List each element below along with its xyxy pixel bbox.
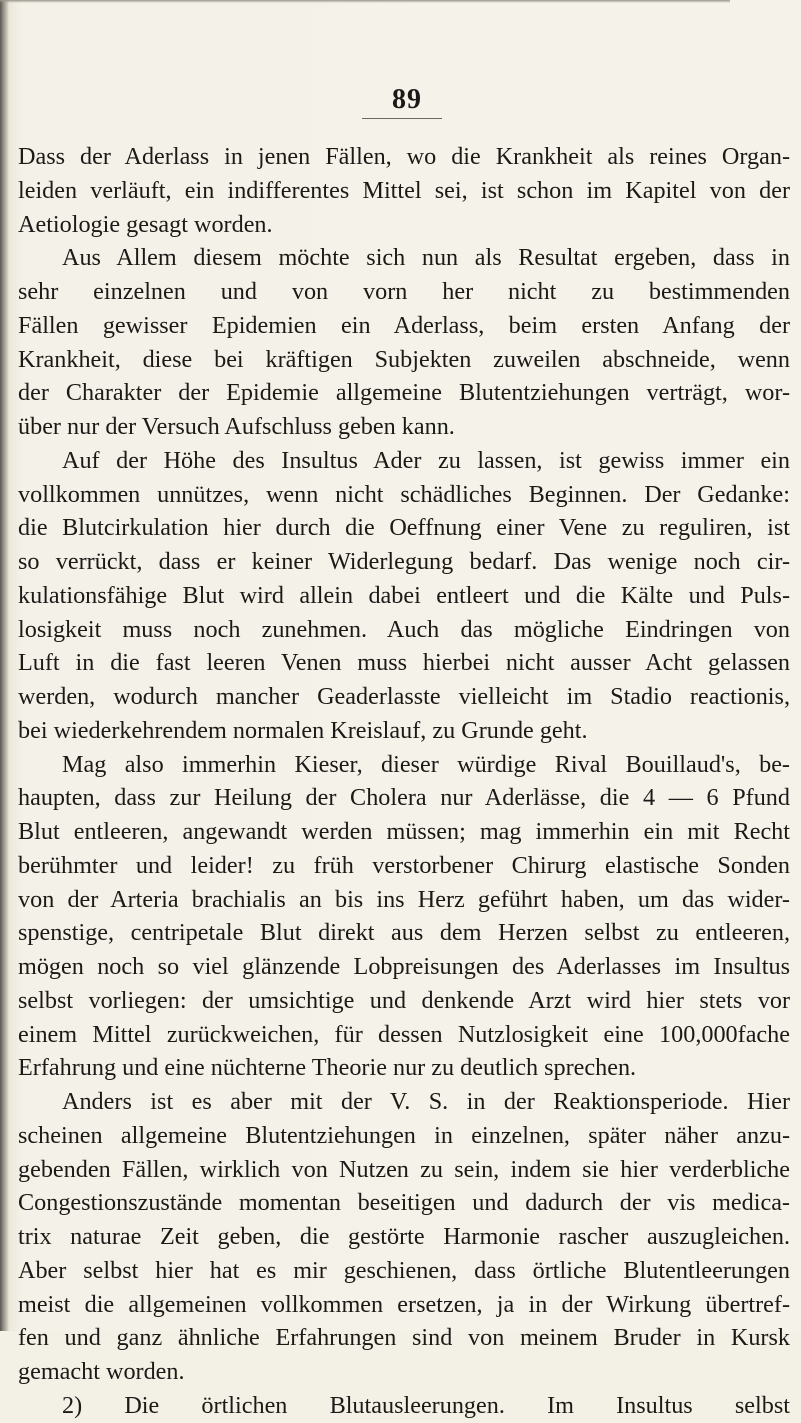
text-line: Dass der Aderlass in jenen Fällen, wo die Krankheit als reines Organ-	[18, 143, 790, 170]
text-line: trix naturae Zeit geben, die gestörte Harmonie rascher auszugleichen.	[18, 1223, 790, 1250]
text-line: fen und ganz ähnliche Erfahrungen sind von meinem Bruder in Kursk	[18, 1324, 790, 1352]
text-line: berühmter und leider! zu früh verstorbener Chirurg elastische Sonden	[18, 851, 790, 879]
text-line: Aus Allem diesem möchte sich nun als Resultat ergeben, dass in	[62, 244, 790, 272]
text-line: Blut entleeren, angewandt werden müssen; mag immerhin ein mit Recht	[18, 818, 790, 845]
text-line: Mag also immerhin Kieser, dieser würdige Rival Bouillaud's, be-	[62, 750, 790, 778]
binding-shadow	[0, 0, 9, 1331]
text-line: scheinen allgemeine Blutentziehungen in einzelnen, später näher anzu-	[18, 1121, 790, 1149]
text-line: losigkeit muss noch zunehmen. Auch das mögliche Eindringen von	[18, 615, 790, 643]
text-line: sehr einzelnen und von vorn her nicht zu bestimmenden	[18, 278, 790, 305]
page-number: 89	[392, 84, 422, 115]
text-line: der Charakter der Epidemie allgemeine Blutentziehungen verträgt, wor-	[18, 379, 790, 407]
text-line: Fällen gewisser Epidemien ein Aderlass, beim ersten Anfang der	[18, 311, 790, 339]
text-line: Krankheit, diese bei kräftigen Subjekten zuweilen abschneide, wenn	[18, 345, 790, 373]
text-line: selbst vorliegen: der umsichtige und denkende Arzt wird hier stets vor	[18, 986, 790, 1014]
text-line: spenstige, centripetale Blut direkt aus dem Herzen selbst zu entleeren,	[18, 919, 790, 947]
text-line: meist die allgemeinen vollkommen ersetzen, ja in der Wirkung übertref-	[18, 1290, 790, 1318]
text-line: 2) Die örtlichen Blutausleerungen. Im Insultus selbst	[62, 1391, 790, 1419]
text-line: von der Arteria brachialis an bis ins Herz geführt haben, um das wider-	[18, 885, 790, 913]
text-line: vollkommen unnützes, wenn nicht schädliches Beginnen. Der Gedanke:	[18, 480, 790, 508]
text-line: Luft in die fast leeren Venen muss hierbei nicht ausser Acht gelassen	[18, 649, 790, 677]
text-line: einem Mittel zurückweichen, für dessen Nutzlosigkeit eine 100,000fache	[18, 1020, 790, 1048]
text-line: Congestionszustände momentan beseitigen und dadurch der vis medica-	[18, 1189, 790, 1217]
text-line: Erfahrung und eine nüchterne Theorie nur zu deutlich sprechen.	[18, 1054, 637, 1082]
text-line: haupten, dass zur Heilung der Cholera nur Aderlässe, die 4 — 6 Pfund	[18, 784, 790, 812]
text-line: leiden verläuft, ein indifferentes Mittel sei, ist schon im Kapitel von der	[18, 176, 790, 204]
page-number-underline	[362, 118, 442, 119]
text-line: werden, wodurch mancher Geaderlasste vielleicht im Stadio reactionis,	[18, 683, 790, 710]
text-line: so verrückt, dass er keiner Widerlegung bedarf. Das wenige noch cir-	[18, 548, 790, 575]
page-top-edge	[0, 0, 730, 3]
text-line: kulationsfähige Blut wird allein dabei entleert und die Kälte und Puls-	[18, 581, 790, 609]
text-line: Auf der Höhe des Insultus Ader zu lassen, ist gewiss immer ein	[62, 446, 790, 474]
text-line: Anders ist es aber mit der V. S. in der Reaktionsperiode. Hier	[62, 1088, 790, 1115]
text-line: gebenden Fällen, wirklich von Nutzen zu sein, indem sie hier verderbliche	[18, 1155, 790, 1183]
text-line: die Blutcirkulation hier durch die Oeffnung einer Vene zu reguliren, ist	[18, 514, 790, 542]
text-line: über nur der Versuch Aufschluss geben kann.	[18, 413, 455, 440]
text-line: Aber selbst hier hat es mir geschienen, dass örtliche Blutentleerungen	[18, 1256, 790, 1284]
text-line: gemacht worden.	[18, 1358, 185, 1385]
body-text	[18, 140, 790, 1423]
text-line: Aetiologie gesagt worden.	[18, 210, 273, 238]
text-line: mögen noch so viel glänzende Lobpreisungen des Aderlasses im Insultus	[18, 953, 790, 980]
text-line: bei wiederkehrendem normalen Kreislauf, zu Grunde geht.	[18, 716, 588, 744]
